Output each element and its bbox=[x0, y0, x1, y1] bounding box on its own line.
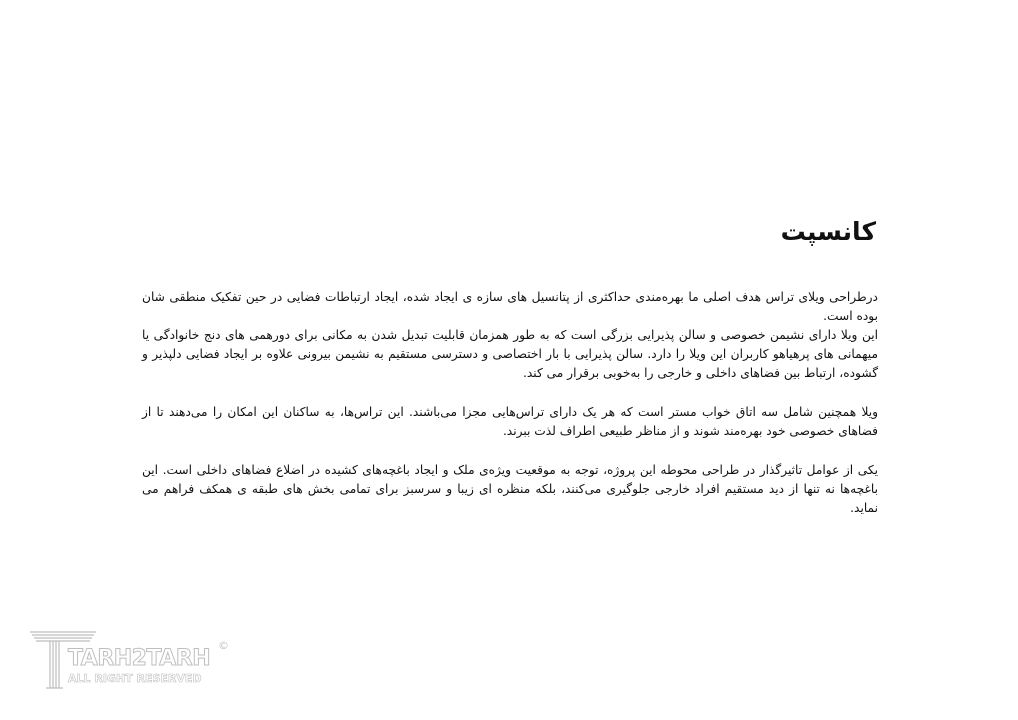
paragraph-bedrooms: ویلا همچنین شامل سه اتاق خواب مستر است که هر یک دارای تراس‌هایی مجزا می‌باشند. این تراس‌ها، به ساکنان این امکان را می‌دهند تا از فضاهای خصوصی خود بهره‌مند شوند و از مناظر طبیعی اطراف لذت ببرند. bbox=[142, 405, 878, 438]
watermark-brand: TARH2TARH bbox=[68, 646, 211, 671]
watermark-rights: ALL RIGHT RESERVED bbox=[68, 672, 202, 685]
concept-body bbox=[142, 288, 878, 518]
watermark bbox=[28, 626, 238, 692]
paragraph-landscape: یکی از عوامل تاثیرگذار در طراحی محوطه این پروژه، توجه به موقعیت ویژه‌ی ملک و ایجاد باغچه‌های کشیده در اضلاع فضاهای داخلی است. این باغچه‌ها نه تنها از دید مستقیم افراد خارجی جلوگیری می‌کنند، بلکه منظره ای زیبا و سرسبز برای تمامی بخش های طبقه ی همکف فراهم می نماید. bbox=[142, 463, 878, 515]
paragraph-intro: درطراحی ویلای تراس هدف اصلی ما بهره‌مندی حداکثری از پتانسیل های سازه ی ایجاد شده، ایجاد ارتباطات فضایی در حین تفکیک منطقی شان بوده است. این ویلا دارای نشیمن خصوصی و سالن پذیرایی بزرگی است که به طور همزمان قابلیت تبدیل شدن به مکانی برای دورهمی های دنج خانوادگی یا میهمانی های پرهیاهو کاربران این ویلا را دارد. سالن پذیرایی با بار اختصاصی و دسترسی مستقیم به نشیمن بیرونی علاوه بر ایجاد فضایی دلپذیر و گشوده، ارتباط بین فضاهای داخلی و خارجی را به‌خوبی برقرار می کند. bbox=[142, 290, 878, 380]
page-title: کانسپت bbox=[780, 217, 876, 246]
copyright-symbol: © bbox=[218, 639, 229, 652]
